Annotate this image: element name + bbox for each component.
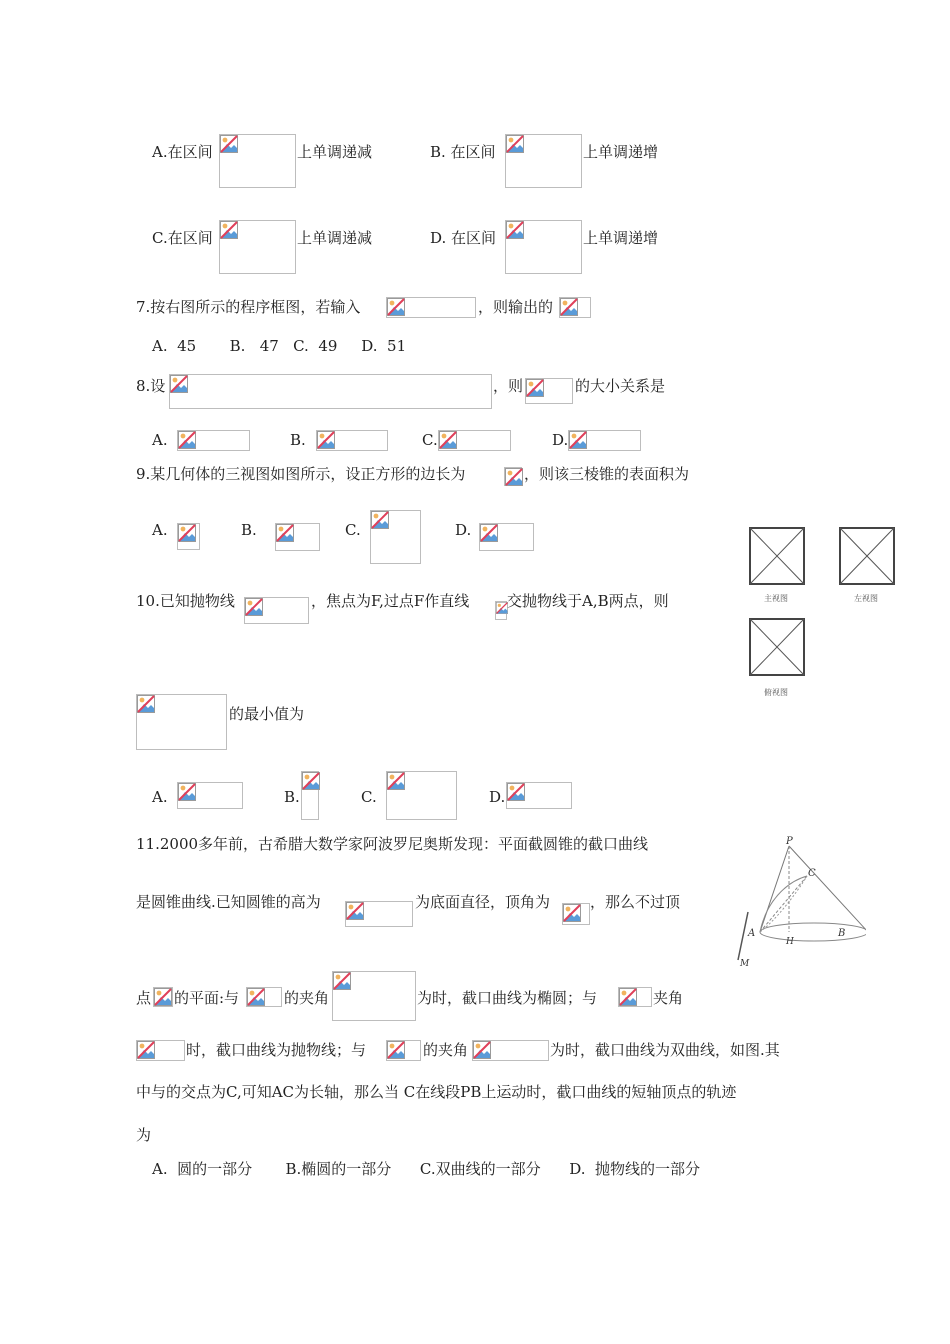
formula-image	[275, 523, 320, 551]
q6-option-a-suffix: 上单调递减	[297, 143, 373, 161]
q10-option-a: A.	[152, 788, 168, 806]
broken-image-icon	[371, 511, 389, 529]
formula-image	[219, 134, 296, 188]
broken-image-icon	[220, 135, 238, 153]
formula-image	[136, 694, 227, 750]
q11-line6: 为	[136, 1126, 152, 1144]
formula-image	[568, 430, 641, 451]
cone-label-m: M	[740, 959, 750, 969]
broken-image-icon	[333, 972, 351, 990]
q11-line3-part1: 点	[136, 989, 152, 1007]
q10-option-b: B.	[284, 788, 300, 806]
broken-image-icon	[220, 221, 238, 239]
q11-line3-part4: 为时，截口曲线为椭圆；与	[417, 989, 598, 1007]
q9-stem-part1: 9.某几何体的三视图如图所示，设正方形的边长为	[136, 465, 466, 483]
q6-option-c-prefix: C.在区间	[152, 229, 213, 247]
broken-image-icon	[387, 1041, 405, 1059]
q10-stem-part3: 交抛物线于A,B两点，则	[507, 592, 669, 610]
cone-label-a: A	[748, 928, 756, 939]
formula-image	[386, 1040, 421, 1061]
broken-image-icon	[506, 135, 524, 153]
formula-image	[506, 782, 572, 809]
formula-image	[177, 523, 200, 550]
q11-line2-part1: 是圆锥曲线.已知圆锥的高为	[136, 893, 321, 911]
q11-line4-part2: 的夹角	[423, 1041, 469, 1059]
q9-option-d: D.	[455, 521, 472, 539]
q8-option-d: D.	[552, 431, 569, 449]
formula-image	[559, 297, 591, 318]
top-view-figure	[748, 617, 806, 679]
broken-image-icon	[619, 988, 637, 1006]
q6-option-d-suffix: 上单调递增	[583, 229, 659, 247]
formula-image	[505, 134, 582, 188]
q9-option-c: C.	[345, 521, 361, 539]
q9-stem-part2: ，则该三棱锥的表面积为	[524, 465, 690, 483]
broken-image-icon	[317, 431, 335, 449]
q11-options: A. 圆的一部分 B.椭圆的一部分 C.双曲线的一部分 D. 抛物线的一部分	[152, 1160, 701, 1178]
q11-line4-part1: 时，截口曲线为抛物线；与	[186, 1041, 367, 1059]
broken-image-icon	[569, 431, 587, 449]
formula-image	[316, 430, 388, 451]
q6-option-a-prefix: A.在区间	[152, 143, 213, 161]
formula-image	[169, 374, 492, 409]
front-view-caption: 主视图	[764, 594, 788, 603]
side-view-figure	[838, 526, 896, 588]
formula-image	[618, 987, 652, 1007]
formula-image	[505, 220, 582, 274]
formula-image	[479, 523, 534, 551]
q11-line2-part2: 为底面直径，顶角为	[415, 893, 551, 911]
broken-image-icon	[178, 524, 196, 542]
q9-option-b: B.	[241, 521, 257, 539]
q8-stem-part2: ，则	[493, 377, 524, 395]
q6-option-b-prefix: B. 在区间	[430, 143, 496, 161]
broken-image-icon	[245, 598, 263, 616]
formula-image	[472, 1040, 549, 1061]
formula-image	[332, 971, 416, 1021]
formula-image	[153, 987, 173, 1007]
cone-label-b: B	[838, 928, 846, 939]
formula-image	[246, 987, 282, 1007]
formula-image	[244, 597, 309, 624]
broken-image-icon	[387, 772, 405, 790]
formula-image	[386, 771, 457, 820]
broken-image-icon	[480, 524, 498, 542]
formula-image	[525, 378, 573, 404]
broken-image-icon	[302, 772, 320, 790]
formula-image	[370, 510, 421, 564]
q6-option-b-suffix: 上单调递增	[583, 143, 659, 161]
broken-image-icon	[178, 431, 196, 449]
q10-stem-part1: 10.已知抛物线	[136, 592, 235, 610]
q11-line3-part5: 夹角	[653, 989, 684, 1007]
q10-option-d: D.	[489, 788, 506, 806]
cone-label-p: P	[786, 836, 793, 847]
broken-image-icon	[154, 988, 172, 1006]
q6-option-d-prefix: D. 在区间	[430, 229, 497, 247]
broken-image-icon	[473, 1041, 491, 1059]
formula-image	[177, 782, 243, 809]
q10-stem-part4: 的最小值为	[229, 705, 305, 723]
q11-line2-part3: ，那么不过顶	[590, 893, 681, 911]
q8-option-c: C.	[422, 431, 438, 449]
q11-line3-part3: 的夹角	[284, 989, 330, 1007]
q11-line4-part3: 为时，截口曲线为双曲线，如图.其	[550, 1041, 780, 1059]
broken-image-icon	[346, 902, 364, 920]
formula-image	[438, 430, 511, 451]
formula-image	[345, 901, 413, 927]
broken-image-icon	[507, 783, 525, 801]
broken-image-icon	[276, 524, 294, 542]
broken-image-icon	[560, 298, 578, 316]
cone-figure	[726, 832, 866, 970]
q6-option-c-suffix: 上单调递减	[297, 229, 373, 247]
cone-label-c: C	[808, 868, 816, 879]
formula-image	[504, 467, 522, 486]
front-view-figure	[748, 526, 806, 588]
broken-image-icon	[563, 904, 581, 922]
q11-line3-part2: 的平面:与	[174, 989, 240, 1007]
broken-image-icon	[137, 695, 155, 713]
q7-stem-part1: 7.按右图所示的程序框图，若输入	[136, 298, 361, 316]
top-view-caption: 俯视图	[764, 688, 788, 697]
formula-image	[386, 297, 476, 318]
formula-image	[495, 601, 507, 620]
formula-image	[301, 771, 319, 820]
broken-image-icon	[439, 431, 457, 449]
q9-option-a: A.	[152, 521, 168, 539]
broken-image-icon	[387, 298, 405, 316]
q10-stem-part2: ，焦点为F,过点F作直线	[311, 592, 470, 610]
broken-image-icon	[178, 783, 196, 801]
q7-options: A. 45 B. 47 C. 49 D. 51	[152, 337, 407, 355]
q11-line1: 11.2000多年前，古希腊大数学家阿波罗尼奥斯发现：平面截圆锥的截口曲线	[136, 835, 649, 853]
q7-stem-part2: ，则输出的	[478, 298, 554, 316]
broken-image-icon	[526, 379, 544, 397]
broken-image-icon	[170, 375, 188, 393]
side-view-caption: 左视图	[854, 594, 878, 603]
broken-image-icon	[137, 1041, 155, 1059]
q8-stem-part1: 8.设	[136, 377, 166, 395]
broken-image-icon	[506, 221, 524, 239]
q8-option-b: B.	[290, 431, 306, 449]
q8-option-a: A.	[152, 431, 168, 449]
q10-option-c: C.	[361, 788, 377, 806]
formula-image	[219, 220, 296, 274]
broken-image-icon	[505, 468, 523, 486]
cone-label-h: H	[786, 937, 794, 947]
formula-image	[177, 430, 250, 451]
q8-stem-part3: 的大小关系是	[575, 377, 666, 395]
formula-image	[562, 903, 590, 925]
broken-image-icon	[247, 988, 265, 1006]
formula-image	[136, 1040, 185, 1061]
q11-line5: 中与的交点为C,可知AC为长轴，那么当 C在线段PB上运动时，截口曲线的短轴顶点的轨迹	[136, 1083, 737, 1101]
